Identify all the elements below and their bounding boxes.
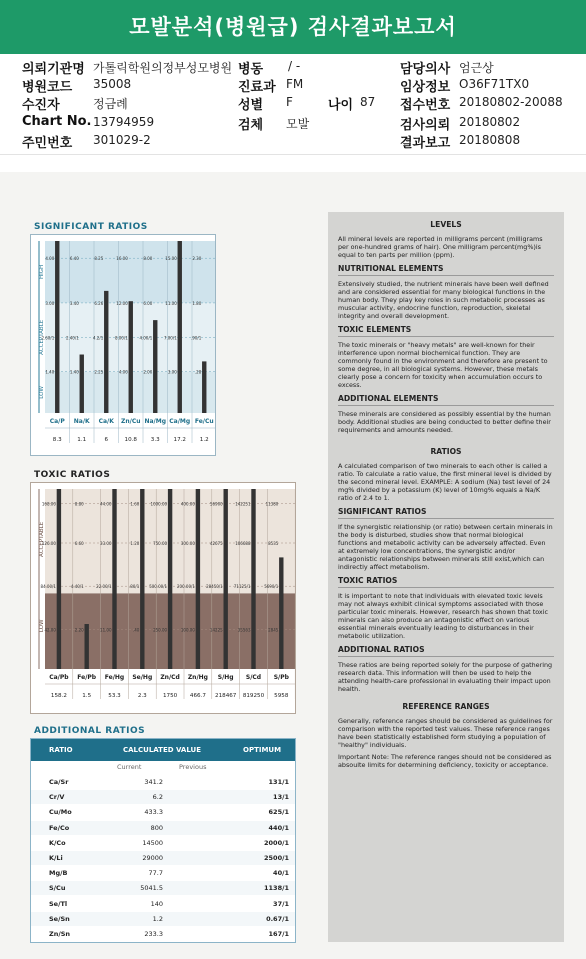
zone-label: ACCEPTABLE — [39, 319, 45, 355]
nutritional-text: Extensively studied, the nutrient minerals have been well defined and are considered essential for many biological functions in the human body. They play key roles in such metabolic processes as muscular activity, endocrine function, reproduction, skeletal integrity and overall development. — [338, 280, 549, 320]
additional-row — [31, 790, 295, 804]
significant-ratios-chart — [30, 234, 216, 456]
scale-label: 1.20 — [130, 541, 140, 546]
scale-label: 8.00/1 — [114, 335, 128, 341]
scale-label: 35563 — [237, 627, 251, 633]
current-cell: 29000 — [142, 854, 163, 862]
zone-label: HIGH — [39, 264, 45, 280]
additional-row — [31, 805, 295, 819]
scale-label: 16.00 — [116, 256, 128, 262]
reference-ranges-text: Generally, reference ranges should be considered as guidelines for comparison with the reported test values. These reference ranges have been statistically established form studying a population of "healthy" individuals. — [338, 717, 553, 749]
doctor-label: 담당의사 — [400, 62, 451, 77]
institution-label: 의뢰기관명 — [22, 62, 85, 77]
scale-label: 15.00 — [165, 256, 177, 262]
clinical-info-label: 임상정보 — [400, 80, 451, 95]
nutritional-title: NUTRITIONAL ELEMENTS — [338, 265, 554, 276]
report-sheet — [0, 172, 586, 959]
scale-label: 2.30 — [192, 256, 202, 262]
additional-row — [31, 821, 295, 835]
additional-row — [31, 897, 295, 911]
scale-label: 42675 — [209, 541, 223, 546]
toxic-ratios-svg — [31, 483, 295, 713]
zone-label: ACCEPTABLE — [39, 521, 45, 557]
scale-label: .90/1 — [190, 335, 202, 341]
age-value: 87 — [360, 95, 376, 109]
scale-label: 3.40 — [69, 300, 79, 306]
scale-label: .80/1 — [129, 584, 140, 590]
chart-no-value: 13794959 — [93, 115, 155, 129]
bar-zn-cu — [129, 301, 133, 413]
significant-ratios-heading: SIGNIFICANT RATIOS — [338, 508, 554, 519]
optimum-cell: 2000/1 — [264, 838, 289, 847]
value-label: 5958 — [274, 693, 289, 699]
additional-elements-title: ADDITIONAL ELEMENTS — [338, 395, 554, 406]
bar-s-hg — [224, 489, 228, 669]
bar-s-cd — [251, 489, 255, 669]
scale-label: 33.00 — [100, 541, 112, 546]
category-label: Se/Hg — [132, 674, 153, 681]
receipt-label: 접수번호 — [400, 98, 451, 113]
zone-band — [45, 241, 215, 303]
current-cell: 233.3 — [144, 930, 163, 938]
value-label: 53.3 — [108, 693, 121, 699]
scale-label: 4.40/1 — [70, 584, 84, 590]
scale-label: 42.00 — [44, 627, 56, 633]
significant-ratios-svg — [31, 235, 215, 455]
explanation-panel — [328, 212, 564, 942]
scale-label: 4.00/1 — [139, 335, 153, 341]
ratio-cell: S/Cu — [49, 884, 66, 893]
additional-row — [31, 927, 295, 941]
optimum-cell: 167/1 — [268, 930, 289, 938]
scale-label: 22.00/1 — [96, 584, 112, 590]
bar-fe-pb — [85, 624, 89, 669]
scale-label: 7.00/1 — [163, 335, 177, 341]
current-cell: 341.2 — [144, 778, 163, 786]
scale-label: 2.00 — [143, 369, 153, 375]
category-label: Ca/Pb — [49, 674, 69, 681]
bar-ca-k — [104, 291, 108, 413]
scale-label: 4.00 — [45, 256, 55, 262]
zone-label: LOW — [39, 619, 45, 633]
subject-value: 정금례 — [93, 97, 128, 111]
category-label: Zn/Hg — [187, 674, 208, 681]
age-label: 나이 — [328, 98, 354, 113]
bar-fe-cu — [202, 361, 206, 413]
current-cell: 6.2 — [152, 793, 163, 802]
specimen-value: 모발 — [286, 117, 310, 131]
optimum-cell: 131/1 — [268, 778, 289, 786]
bar-fe-hg — [112, 489, 116, 669]
scale-label: 8.80 — [74, 501, 84, 507]
category-label: S/Hg — [217, 674, 234, 681]
report-title: 모발분석(병원급) 검사결과보고서 — [0, 0, 586, 54]
ratio-cell: Cu/Mo — [49, 808, 72, 817]
category-label: Fe/Pb — [77, 674, 97, 681]
optimum-cell: 625/1 — [268, 808, 289, 817]
value-label: 1.5 — [82, 693, 92, 699]
value-label: 819250 — [242, 693, 265, 699]
toxic-ratios-chart — [30, 482, 296, 714]
scale-label: 1.40 — [45, 369, 55, 375]
department-label: 진료과 — [238, 80, 276, 95]
header-calculated: CALCULATED VALUE — [123, 746, 202, 754]
additional-ratios-heading: ADDITIONAL RATIOS — [338, 646, 554, 657]
scale-label: 5690/1 — [264, 584, 279, 590]
scale-label: 11380 — [265, 501, 279, 507]
scale-label: 11.00 — [165, 300, 177, 306]
current-cell: 5041.5 — [140, 884, 163, 893]
optimum-cell: 2500/1 — [264, 854, 289, 862]
value-label: 1750 — [162, 693, 178, 699]
sex-label: 성별 — [238, 98, 264, 113]
bar-ca-mg — [178, 241, 182, 413]
scale-label: 106688 — [235, 541, 251, 546]
optimum-cell: 1138/1 — [264, 884, 289, 893]
subject-label: 수진자 — [22, 98, 60, 113]
important-note: Important Note: The reference ranges should not be considered as absoulte limits for determining deficiency, toxicity or acceptance. — [338, 753, 552, 769]
clinical-info-value: O36F71TX0 — [459, 77, 530, 91]
optimum-cell: 440/1 — [268, 823, 289, 832]
scale-label: 168.00 — [41, 501, 56, 507]
patient-info — [0, 54, 586, 155]
scale-label: 14225 — [209, 627, 223, 633]
scale-label: .28 — [194, 369, 202, 375]
value-label: 466.7 — [189, 693, 206, 699]
bar-zn-cd — [168, 489, 172, 669]
additional-ratios-text: These ratios are being reported solely for the purpose of gathering research data. This information will then be used to help the attending health-care professional in evaluating their impact upon health. — [338, 661, 553, 693]
scale-label: 2845 — [268, 627, 279, 633]
scale-label: 1.40 — [69, 369, 79, 375]
scale-label: 200.00/1 — [177, 584, 195, 590]
scale-label: 8535 — [268, 541, 279, 546]
scale-label: 2.20 — [74, 627, 84, 633]
optimum-cell: 0.67/1 — [266, 914, 289, 923]
receipt-value: 20180802-20088 — [459, 95, 563, 109]
additional-row — [31, 881, 295, 895]
scale-label: 6.60 — [74, 541, 84, 546]
scale-label: 11.00 — [100, 627, 112, 633]
value-label: 3.3 — [150, 437, 160, 443]
toxic-elements-text: The toxic minerals or "heavy metals" are well-known for their interference upon normal biochemical function. They are commonly found in the environment and therefore are present to some degree, in all biological systems. However, these metals clearly pose a concern for toxicity when accumulation occurs to excess. — [338, 341, 548, 389]
bar-na-mg — [153, 320, 157, 413]
additional-row — [31, 775, 295, 789]
optimum-cell: 37/1 — [273, 899, 289, 908]
scale-label: 300.00 — [180, 541, 195, 546]
scale-label: 2.40/1 — [65, 335, 79, 341]
header-ratio: RATIO — [49, 746, 73, 754]
scale-label: 750.00 — [153, 541, 168, 546]
value-label: 158.2 — [50, 693, 67, 699]
request-value: 20180802 — [459, 115, 521, 129]
scale-label: 142251 — [235, 501, 251, 507]
toxic-ratios-heading: TOXIC RATIOS — [338, 577, 554, 588]
category-label: Na/K — [73, 418, 90, 425]
ratio-cell: Fe/Co — [49, 823, 70, 832]
bar-se-hg — [140, 489, 144, 669]
doctor-value: 엄근상 — [459, 61, 494, 75]
value-label: 1.1 — [77, 437, 87, 443]
scale-label: 4.00 — [118, 369, 128, 375]
scale-label: 1000.00 — [150, 501, 168, 507]
reference-ranges-title: REFERENCE RANGES — [402, 702, 490, 711]
category-label: Ca/K — [98, 418, 114, 425]
bar-s-pb — [279, 557, 283, 669]
department-value: FM — [286, 77, 304, 91]
ratio-cell: Mg/B — [49, 869, 68, 878]
value-label: 8.3 — [52, 437, 62, 443]
toxic-ratios-title: TOXIC RATIOS — [34, 470, 111, 480]
scale-label: 8.00 — [143, 256, 153, 262]
category-label: Ca/P — [49, 418, 65, 425]
hospital-code-value: 35008 — [93, 77, 132, 91]
current-cell: 433.3 — [144, 808, 163, 817]
ratio-cell: Se/Tl — [49, 899, 68, 908]
value-label: 6 — [104, 437, 109, 443]
current-cell: 14500 — [142, 838, 163, 847]
ratio-cell: Zn/Sn — [49, 930, 71, 938]
category-label: Ca/Mg — [169, 418, 191, 425]
hospital-code-label: 병원코드 — [22, 80, 73, 95]
ward-value: / - — [288, 59, 301, 73]
specimen-label: 검체 — [238, 118, 264, 133]
subheader-previous: Previous — [179, 763, 207, 771]
ratios-text: A calculated comparison of two minerals to each other is called a ratio. To calculate a ratio value, the first mineral level is divided by the second mineral level. EXAMPLE: A sodium (Na) test level of 24 mg% divided by a potassium (K) level of 10mg% equals a Na/K ratio of 2.4 to 1. — [338, 462, 552, 502]
subheader-current: Current — [117, 763, 142, 771]
ratios-title: RATIOS — [430, 447, 462, 456]
category-label: Zn/Cu — [121, 418, 141, 425]
scale-label: 6.26 — [94, 300, 104, 306]
value-label: 218467 — [215, 693, 237, 699]
additional-row — [31, 836, 295, 850]
scale-label: 12.00 — [116, 300, 128, 306]
category-label: Fe/Hg — [104, 674, 125, 681]
header-optimum: OPTIMUM — [243, 746, 282, 754]
levels-text: All mineral levels are reported in milligrams percent (milligrams per one-hundred grams of hair). One milligram percent(mg%)is equal to ten parts per million (ppm). — [338, 235, 543, 259]
current-cell: 77.7 — [148, 869, 163, 878]
report-date-value: 20180808 — [459, 133, 521, 147]
bar-ca-p — [55, 241, 59, 413]
scale-label: 6.00 — [143, 300, 153, 306]
scale-label: 71125/1 — [233, 584, 251, 590]
additional-table-header — [31, 739, 295, 761]
scale-label: 84.00/1 — [40, 584, 56, 590]
optimum-cell: 13/1 — [273, 793, 289, 802]
toxic-ratios-text: It is important to note that individuals with elevated toxic levels may not always exhibit clinical symptoms associated with those particular toxic minerals. However, research has shown that toxic minerals can also produce an antagonistic effect on various essential minerals eventually leading to disturbances in their metabolic utilization. — [338, 592, 548, 640]
ratio-cell: K/Co — [49, 838, 66, 847]
category-label: Na/Mg — [144, 418, 167, 425]
significant-ratios-title: SIGNIFICANT RATIOS — [34, 222, 148, 232]
bar-zn-hg — [196, 489, 200, 669]
request-label: 검사의뢰 — [400, 118, 451, 133]
ratio-cell: Se/Sn — [49, 914, 70, 923]
category-label: Zn/Cd — [160, 674, 180, 681]
value-label: 2.3 — [137, 693, 147, 699]
additional-table-subheader — [31, 761, 295, 773]
ratio-cell: Cr/V — [49, 793, 65, 802]
category-label: S/Cd — [245, 674, 262, 681]
scale-label: 2.60/1 — [41, 335, 55, 341]
sex-value: F — [286, 95, 293, 109]
report-date-label: 결과보고 — [400, 136, 451, 151]
additional-elements-text: These minerals are considered as possibly essential by the human body. Additional studies are being conducted to better define their requirements and amounts needed. — [338, 410, 551, 434]
current-cell: 140 — [150, 899, 163, 908]
bar-ca-pb — [57, 489, 61, 669]
value-label: 17.2 — [173, 437, 186, 443]
scale-label: 3.00 — [167, 369, 177, 375]
scale-label: 1.60 — [130, 501, 140, 507]
additional-row — [31, 866, 295, 880]
scale-label: 100.00 — [180, 627, 195, 633]
additional-ratios-table — [30, 738, 296, 943]
current-cell: 800 — [150, 823, 163, 832]
scale-label: 56900 — [209, 501, 223, 507]
zone-label: LOW — [39, 386, 45, 399]
value-label: 1.2 — [199, 437, 209, 443]
scale-label: 6.40 — [69, 256, 79, 262]
significant-ratios-text: If the synergistic relationship (or ratio) between certain minerals in the body is disturbed, studies show that normal biological functions and metabolic activity can be adversely affected. Even at extremely low concentrations, the synergistic and/or antagonistic relationships between minerals still exist,which can indirectly affect metabolism. — [338, 523, 553, 571]
scale-label: 3.00 — [45, 300, 55, 306]
bar-na-k — [80, 355, 84, 413]
scale-label: 250.00 — [153, 627, 168, 633]
scale-label: .40 — [132, 627, 140, 633]
rrn-label: 주민번호 — [22, 136, 73, 151]
value-label: 10.8 — [124, 437, 137, 443]
rrn-value: 301029-2 — [93, 133, 151, 147]
scale-label: 126.00 — [41, 541, 56, 546]
category-label: Fe/Cu — [194, 418, 214, 425]
levels-title: LEVELS — [430, 220, 462, 229]
scale-label: 28450/1 — [206, 584, 223, 590]
additional-row — [31, 851, 295, 865]
additional-row — [31, 912, 295, 926]
scale-label: 44.00 — [100, 501, 112, 507]
scale-label: 400.00 — [180, 501, 195, 507]
ratio-cell: Ca/Sr — [49, 778, 69, 786]
current-cell: 1.2 — [152, 914, 163, 923]
additional-ratios-title: ADDITIONAL RATIOS — [34, 726, 146, 736]
institution-value: 가톨릭학원의정부성모병원 — [93, 61, 233, 75]
scale-label: 500.00/1 — [149, 584, 168, 590]
category-label: S/Pb — [273, 674, 289, 681]
scale-label: 8.25 — [94, 256, 104, 262]
scale-label: 4.2/1 — [92, 335, 104, 341]
optimum-cell: 40/1 — [273, 869, 289, 878]
scale-label: 2.25 — [94, 369, 104, 375]
scale-label: 1.80 — [192, 300, 202, 306]
ratio-cell: K/Li — [49, 854, 63, 862]
toxic-elements-title: TOXIC ELEMENTS — [338, 326, 554, 337]
ward-label: 병동 — [238, 62, 264, 77]
chart-no-label: Chart No. — [22, 114, 92, 129]
